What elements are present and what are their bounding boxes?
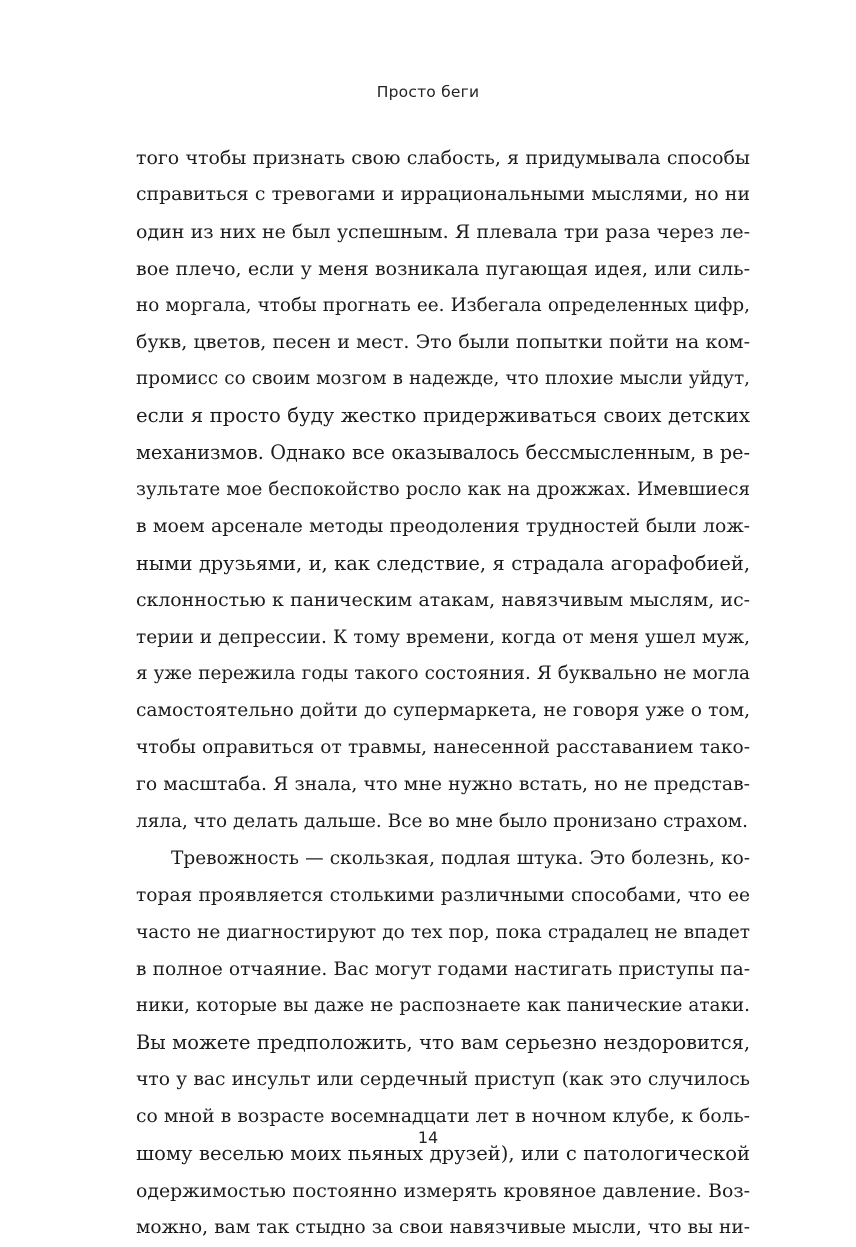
text-line: торая проявляется столькими различными способами, что ее <box>136 884 750 906</box>
page-number: 14 <box>417 1128 439 1147</box>
body-text <box>136 140 750 1247</box>
text-line: ляла, что делать дальше. Все во мне было пронизано страхом. <box>136 811 748 833</box>
text-line: в моем арсенале методы преодоления трудностей были лож- <box>136 515 750 537</box>
text-line: букв, цветов, песен и мест. Это были попытки пойти на ком- <box>136 331 750 354</box>
text-line: справиться с тревогами и иррациональными мыслями, но ни <box>136 183 750 205</box>
text-line: Вы можете предположить, что вам серьезно нездоровится, <box>136 1031 750 1055</box>
text-line: один из них не был успешным. Я плевала три раза через ле- <box>136 220 750 243</box>
text-line: ники, которые вы даже не распознаете как панические атаки. <box>136 995 750 1017</box>
text-line: одержимостью постоянно измерять кровяное давление. Воз- <box>136 1179 750 1202</box>
text-line: Тревожность — скользкая, подлая штука. Это болезнь, ко- <box>171 847 750 869</box>
text-line: терии и депрессии. К тому времени, когда от меня ушел муж, <box>136 626 750 648</box>
text-line: склонностью к паническим атакам, навязчивым мыслям, ис- <box>136 589 750 611</box>
running-header: Просто беги <box>376 83 480 101</box>
text-line: в полное отчаяние. Вас могут годами настигать приступы па- <box>136 958 750 980</box>
text-line: но моргала, чтобы прогнать ее. Избегала определенных цифр, <box>136 294 750 316</box>
text-line: зультате мое беспокойство росло как на дрожжах. Имевшиеся <box>136 479 750 501</box>
text-line: я уже пережила годы такого состояния. Я буквально не могла <box>136 663 750 685</box>
text-line: шому веселью моих пьяных друзей), или с патологической <box>136 1142 750 1166</box>
text-line: часто не диагностируют до тех пор, пока страдалец не впадет <box>136 921 750 943</box>
text-line: вое плечо, если у меня возникала пугающая идея, или силь- <box>136 257 750 280</box>
text-line: самостоятельно дойти до супермаркета, не говоря уже о том, <box>136 700 750 722</box>
text-line: что у вас инсульт или сердечный приступ (как это случилось <box>136 1069 750 1091</box>
text-line: если я просто буду жестко придерживаться своих детских <box>136 404 750 428</box>
text-line: го масштаба. Я знала, что мне нужно встать, но не представ- <box>136 774 750 796</box>
text-line: ными друзьями, и, как следствие, я страдала агорафобией, <box>136 551 750 575</box>
text-line: механизмов. Однако все оказывалось бессмысленным, в ре- <box>136 441 750 465</box>
text-line: того чтобы признать свою слабость, я придумывала способы <box>136 147 750 169</box>
text-line: можно, вам так стыдно за свои навязчивые мысли, что вы ни- <box>136 1216 750 1238</box>
text-line: чтобы оправиться от травмы, нанесенной расставанием тако- <box>136 737 750 759</box>
text-line: промисс со своим мозгом в надежде, что плохие мысли уйдут, <box>136 368 750 390</box>
text-line: со мной в возрасте восемнадцати лет в ночном клубе, к боль- <box>136 1106 750 1128</box>
